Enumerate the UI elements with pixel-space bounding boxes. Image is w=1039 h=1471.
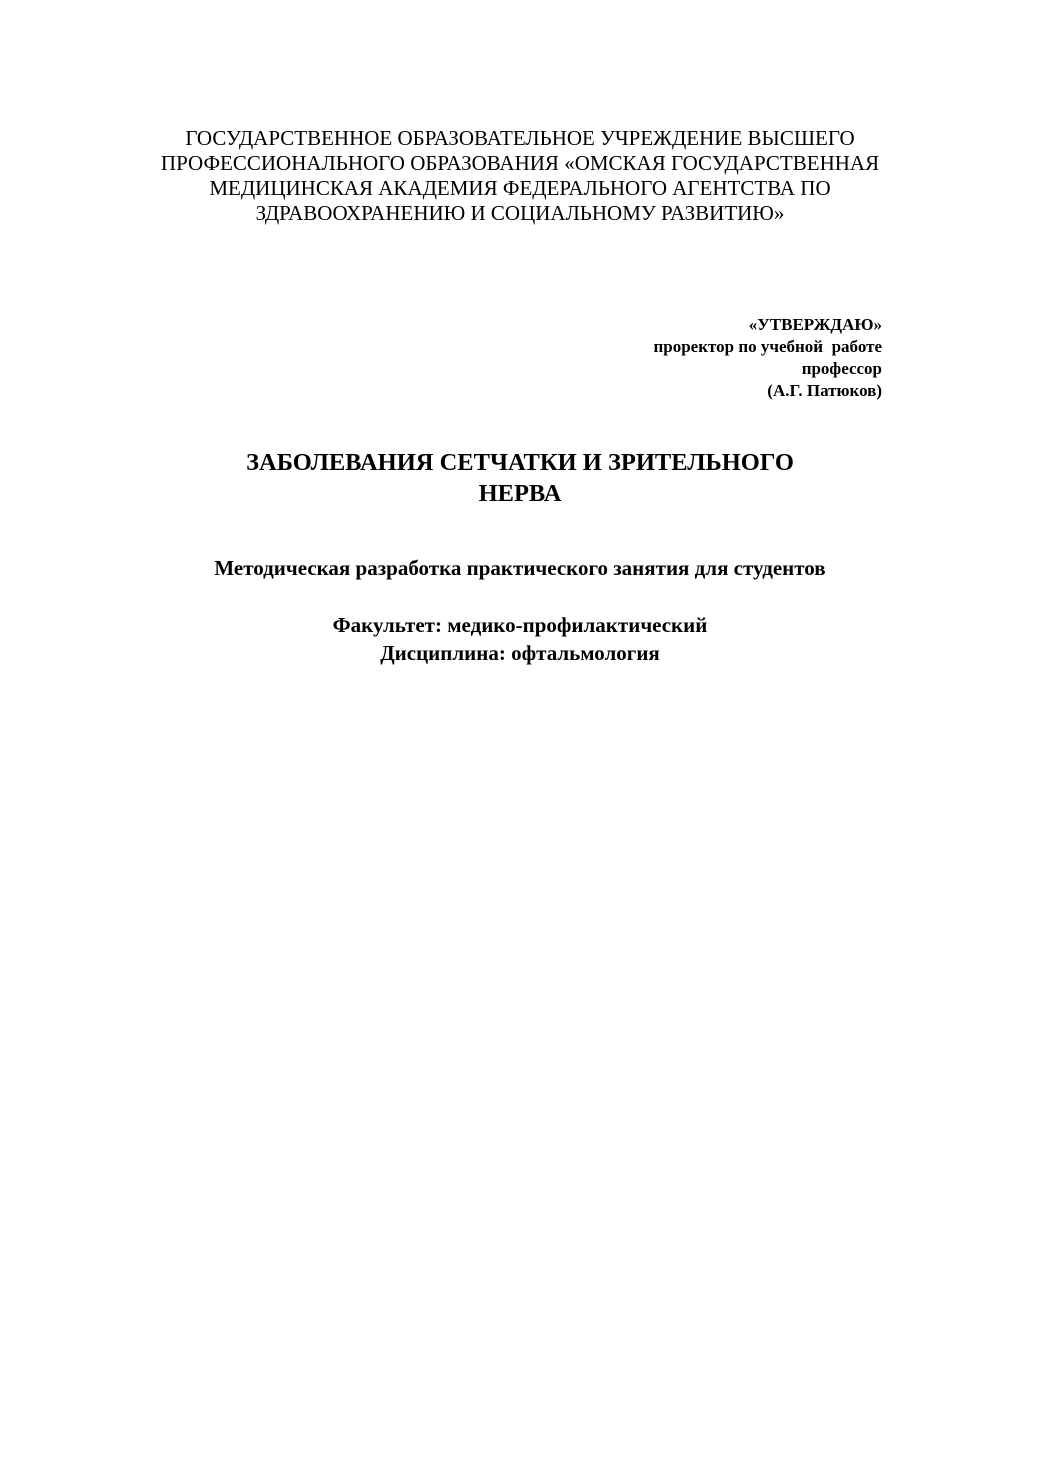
institution-line: МЕДИЦИНСКАЯ АКАДЕМИЯ ФЕДЕРАЛЬНОГО АГЕНТСТВА ПО <box>209 176 831 200</box>
approval-rank: профессор <box>801 359 882 378</box>
approval-name: (А.Г. Патюков) <box>767 381 882 400</box>
title-line: ЗАБОЛЕВАНИЯ СЕТЧАТКИ И ЗРИТЕЛЬНОГО <box>246 449 794 476</box>
approval-block <box>482 314 882 402</box>
document-title <box>120 447 920 509</box>
institution-line: ПРОФЕССИОНАЛЬНОГО ОБРАЗОВАНИЯ «ОМСКАЯ ГОСУДАРСТВЕННАЯ <box>160 151 880 175</box>
approval-position: проректор по учебной работе <box>653 337 882 356</box>
discipline-line: Дисциплина: офтальмология <box>380 641 660 665</box>
institution-line: ЗДРАВООХРАНЕНИЮ И СОЦИАЛЬНОМУ РАЗВИТИЮ» <box>255 201 785 225</box>
title-line: НЕРВА <box>478 480 562 507</box>
approval-heading: «УТВЕРЖДАЮ» <box>748 315 882 334</box>
institution-line: ГОСУДАРСТВЕННОЕ ОБРАЗОВАТЕЛЬНОЕ УЧРЕЖДЕНИЕ ВЫСШЕГО <box>185 126 855 150</box>
course-info <box>120 611 920 667</box>
faculty-line: Факультет: медико-профилактический <box>332 613 708 637</box>
institution-header <box>120 126 920 226</box>
document-subtitle: Методическая разработка практического занятия для студентов <box>214 556 826 580</box>
